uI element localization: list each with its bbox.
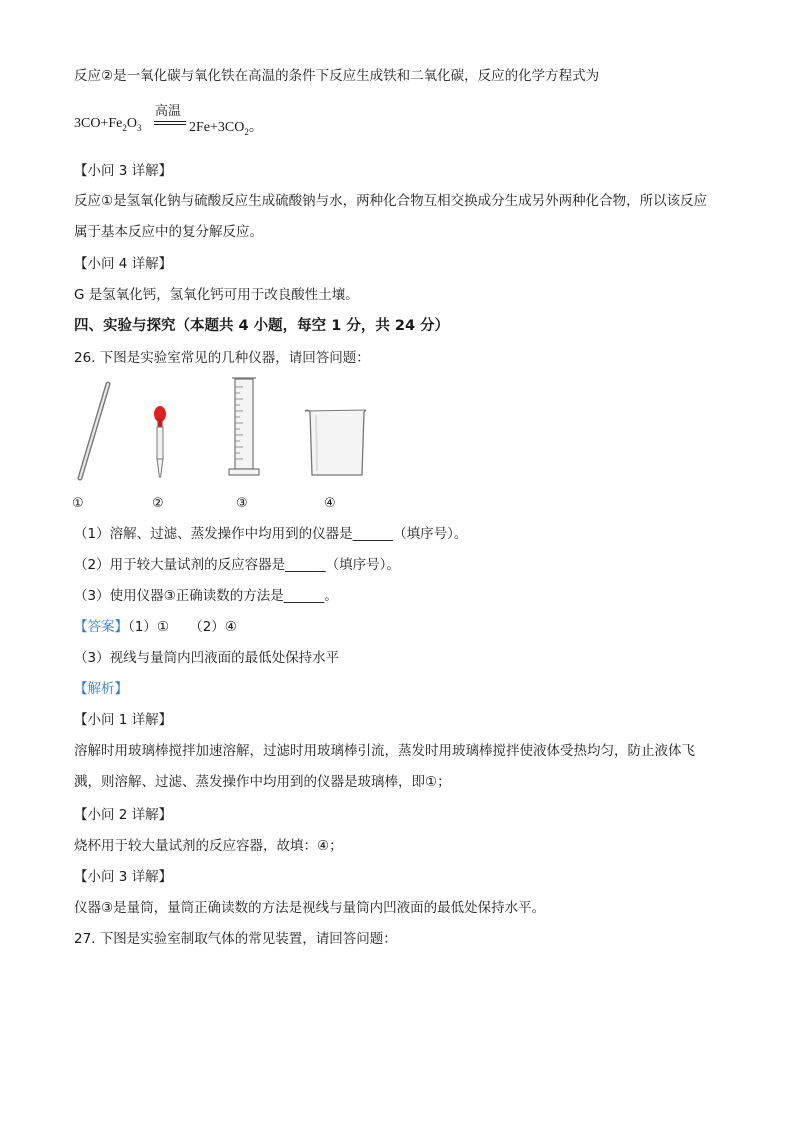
q26-stem: 26. 下图是实验室常见的几种仪器，请回答问题： xyxy=(74,350,370,366)
eq-sub-2: 3 xyxy=(136,122,142,133)
graduated-cylinder-icon xyxy=(226,375,264,480)
beaker-icon xyxy=(302,405,370,479)
s2-header: 【小问 2 详解】 xyxy=(74,807,173,823)
s2-text: 烧杯用于较大量试剂的反应容器，故填：④； xyxy=(74,838,343,854)
eq-sub-1: 2 xyxy=(122,122,127,133)
q3-detail-header: 【小问 3 详解】 xyxy=(74,163,173,179)
dropper-icon xyxy=(148,403,174,483)
q4-detail-header: 【小问 4 详解】 xyxy=(74,256,173,272)
answer-row-1 xyxy=(74,617,237,637)
instrument-label-2: ② xyxy=(152,496,164,511)
q4-detail-text: G 是氢氧化钙，氢氧化钙可用于改良酸性土壤。 xyxy=(74,287,359,303)
analysis-tag: 【解析】 xyxy=(74,681,128,697)
instrument-label-4: ④ xyxy=(324,496,336,511)
eq-condition: 高温 xyxy=(155,104,182,119)
answer-line-1: （1）① （2）④ xyxy=(128,619,237,635)
q26-sub2: （2）用于较大量试剂的反应容器是______（填序号）。 xyxy=(74,557,400,573)
q26-sub1: （1）溶解、过滤、蒸发操作中均用到的仪器是______（填序号）。 xyxy=(74,526,468,542)
chemical-equation xyxy=(74,104,334,144)
eq-right: 2Fe+3CO xyxy=(189,120,245,135)
s3-header: 【小问 3 详解】 xyxy=(74,869,173,885)
q26-sub3: （3）使用仪器③正确读数的方法是______。 xyxy=(74,588,338,604)
eq-end: 。 xyxy=(248,120,263,135)
q27-stem: 27. 下图是实验室制取气体的常见装置，请回答问题： xyxy=(74,931,397,947)
q3-detail-text: 反应①是氢氧化钠与硫酸反应生成硫酸钠与水，两种化合物互相交换成分生成另外两种化合物，所以该反应属于基本反应中的复分解反应。 xyxy=(74,193,708,240)
instrument-label-1: ① xyxy=(72,496,84,511)
s1-text: 溶解时用玻璃棒搅拌加速溶解，过滤时用玻璃棒引流，蒸发时用玻璃棒搅拌使液体受热均匀，防止液体飞溅，则溶解、过滤、蒸发操作中均用到的仪器是玻璃棒，即①； xyxy=(74,743,695,790)
intro-line: 反应②是一氧化碳与氧化铁在高温的条件下反应生成铁和二氧化碳，反应的化学方程式为 xyxy=(74,68,600,84)
eq-bar-bottom xyxy=(154,124,186,125)
eq-left: 3CO+Fe xyxy=(74,116,123,131)
eq-bar-top xyxy=(154,121,186,122)
eq-mid: O xyxy=(126,116,137,131)
s3-text: 仪器③是量筒，量筒正确读数的方法是视线与量筒内凹液面的最低处保持水平。 xyxy=(74,900,546,916)
glass-rod-icon xyxy=(70,380,120,485)
section-title: 四、实验与探究（本题共 4 小题，每空 1 分，共 24 分） xyxy=(74,318,450,334)
answer-line-2: （3）视线与量筒内凹液面的最低处保持水平 xyxy=(74,650,340,666)
s1-header: 【小问 1 详解】 xyxy=(74,712,173,728)
eq-sub-3: 2 xyxy=(244,126,249,137)
answer-tag: 【答案】 xyxy=(74,619,128,635)
instrument-label-3: ③ xyxy=(236,496,248,511)
